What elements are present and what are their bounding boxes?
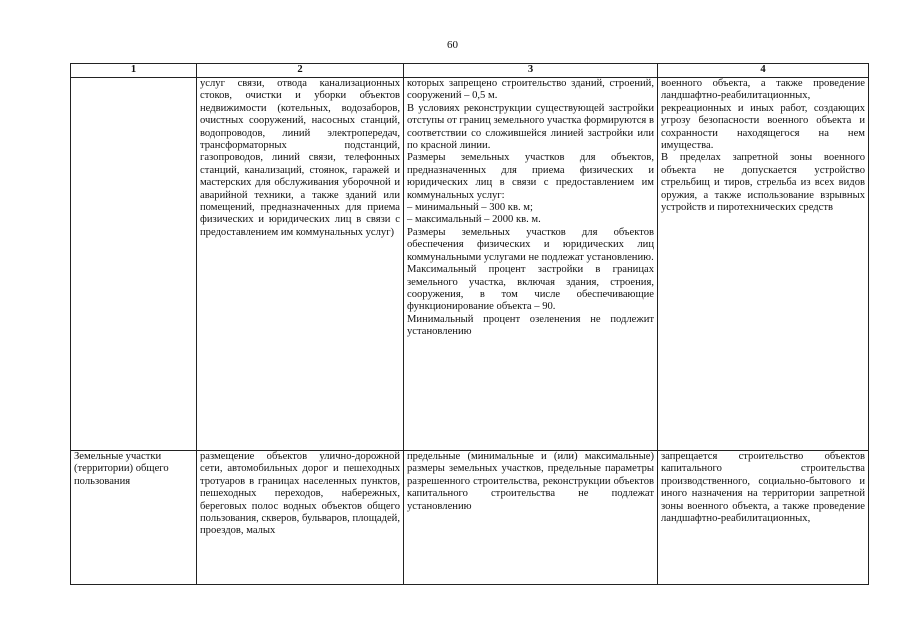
parameters-paragraph: которых запрещено строительство зданий, строений, сооружений – 0,5 м. (407, 78, 654, 102)
restrictions-paragraph: военного объекта, а также проведение ландшафтно-реабилитационных, рекреационных и иных работ, создающих угрозу безопасности военного объекта и сохранности находящегося на нем имущества. (661, 78, 865, 152)
parameters-paragraph: Минимальный процент озеленения не подлежит установлению (407, 313, 654, 338)
parameters-paragraph: Размеры земельных участков для объектов, предназначенных для приема физических и юридических лиц в связи с предоставлением им коммунальных услуг: (407, 152, 654, 201)
restrictions-paragraph: запрещается строительство объектов капитального строительства производственного, социально-бытового и иного назначения на территории запретной зоны военного объекта, а также проведение ландшафтно-реабилитационных, (661, 451, 865, 525)
restrictions-paragraph: В пределах запретной зоны военного объекта не допускается устройство стрельбищ и тиров, стрельба из всех видов оружия, а также использование взрывных устройств и пиротехнических средств (661, 152, 865, 214)
restrictions-cell (658, 451, 869, 585)
restrictions-cell (658, 78, 869, 451)
parameters-paragraph: Максимальный процент застройки в границах земельного участка, включая здания, строения, сооружения, в том числе обеспечивающие функционирование объекта – 90. (407, 264, 654, 313)
zone-name-cell: Земельные участки (территории) общего пользования (71, 451, 197, 585)
column-header-4: 4 (658, 64, 869, 78)
parameters-paragraph: В условиях реконструкции существующей застройки отступы от границ земельного участка формируются в соответствии со сложившейся линией застройки или по красной линии. (407, 102, 654, 152)
permitted-use-cell: услуг связи, отвода канализационных стоков, очистки и уборки объектов недвижимости (котельных, водозаборов, очистных сооружений, насосных станций, водопроводов, линий электропередач, трансформаторных подстанций, газопроводов, линий связи, телефонных станций, канализаций, стоянок, гаражей и мастерских для обслуживания уборочной и аварийной техники, а также зданий или помещений, предназначенных для приема физических и юридических лиц в связи с предоставлением им коммунальных услуг) (197, 78, 404, 451)
zoning-table (70, 63, 869, 585)
parameters-list-item: – максимальный – 2000 кв. м. (407, 214, 541, 226)
parameters-cell (404, 451, 658, 585)
page-number: 60 (447, 39, 458, 51)
table-row (71, 451, 869, 585)
column-header-3: 3 (404, 64, 658, 78)
permitted-use-cell: размещение объектов улично-дорожной сети, автомобильных дорог и пешеходных тротуаров в границах населенных пунктов, пешеходных переходов, набережных, береговых полос водных объектов общего пользования, скверов, бульваров, площадей, проездов, малых (197, 451, 404, 585)
parameters-paragraph: Размеры земельных участков для объектов обеспечения физических и юридических лиц коммунальными услугами не подлежат установлению. (407, 226, 654, 263)
parameters-cell (404, 78, 658, 451)
table-row (71, 78, 869, 451)
parameters-list-item: – минимальный – 300 кв. м; (407, 202, 533, 214)
table-header-row (71, 64, 869, 78)
column-header-1: 1 (71, 64, 197, 78)
zone-name-cell (71, 78, 197, 451)
parameters-paragraph: предельные (минимальные и (или) максимальные) размеры земельных участков, предельные параметры разрешенного строительства, реконструкции объектов капитального строительства не подлежат установлению (407, 451, 654, 512)
column-header-2: 2 (197, 64, 404, 78)
